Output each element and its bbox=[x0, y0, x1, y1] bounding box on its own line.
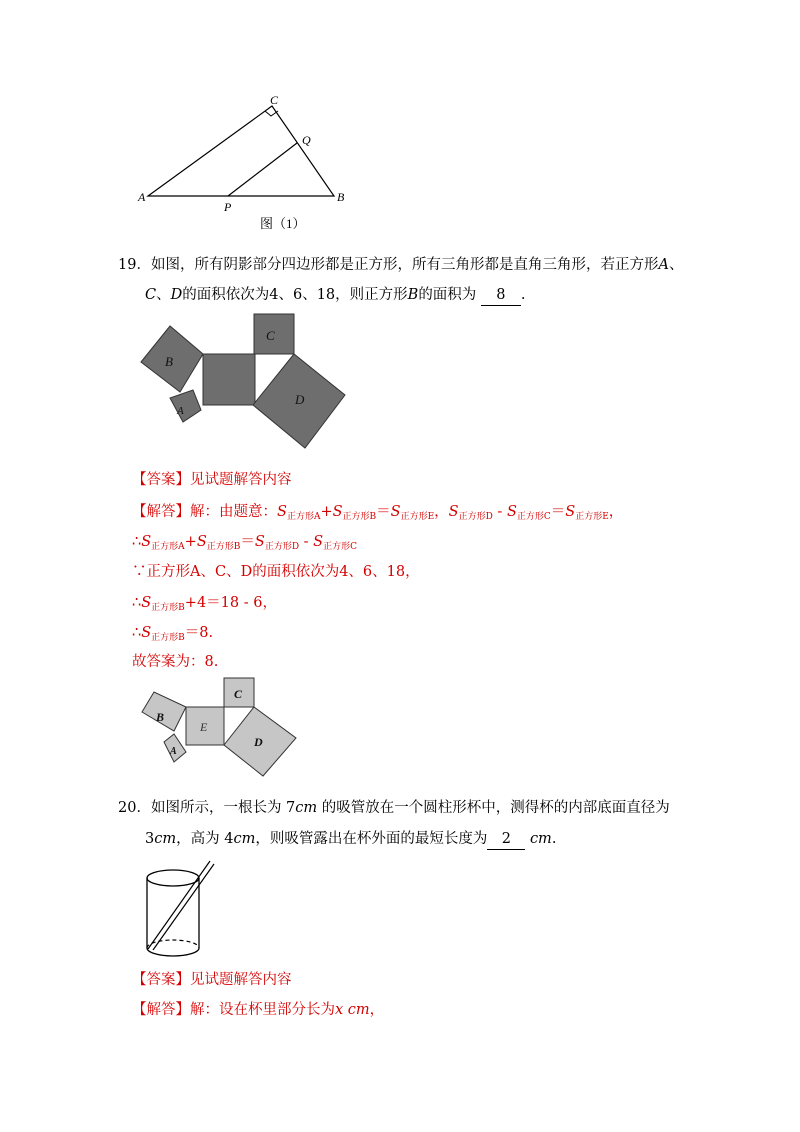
sol20-answer: 【答案】见试题解答内容 bbox=[132, 972, 292, 988]
sol19-line3: ∵正方形A、C、D的面积依次为4、6、18， bbox=[132, 564, 420, 580]
label-c: C bbox=[270, 93, 279, 107]
label-a: A bbox=[138, 190, 146, 204]
q20-line2: 3cm，高为 4cm，则吸管露出在杯外面的最短长度为 2 cm. bbox=[145, 829, 556, 850]
svg-text:D: D bbox=[254, 735, 263, 749]
svg-text:C: C bbox=[234, 687, 243, 701]
sol19-line4: $\therefore S_{正方形B}+4=18 - 6$， bbox=[132, 595, 277, 613]
svg-text:C: C bbox=[266, 328, 275, 343]
svg-text:B: B bbox=[165, 354, 173, 369]
q20-answer-blank: 2 bbox=[487, 829, 525, 850]
sol19-line5: $\therefore S_{正方形B}=8$. bbox=[132, 625, 214, 643]
label-p: P bbox=[224, 200, 232, 214]
q19-answer-blank: 8 bbox=[481, 285, 521, 306]
sol19-squares-figure bbox=[138, 676, 313, 786]
label-b: B bbox=[337, 190, 345, 204]
triangle-figure bbox=[130, 90, 360, 240]
svg-text:A: A bbox=[170, 746, 177, 757]
q19-squares-figure bbox=[135, 310, 355, 460]
sol19-line1: 【解答】解：由题意：$S_{正方形A}+S_{正方形B}=S_{正方形E}$，$S_{正方形D} - S_{正方形C}=S_{正方形E}$， bbox=[132, 504, 624, 522]
svg-text:D: D bbox=[295, 392, 305, 407]
q19-line1: 19．如图，所有阴影部分四边形都是正方形，所有三角形都是直角三角形，若正方形A、 bbox=[118, 257, 684, 273]
sol19-final: 故答案为：8. bbox=[132, 654, 219, 670]
sol20-line1: 【解答】解：设在杯里部分长为x cm， bbox=[132, 1002, 385, 1018]
svg-text:A: A bbox=[177, 405, 184, 417]
sol19-line2: $\therefore S_{正方形A}+S_{正方形B}=S_{正方形D} - S_{正方形C}$ bbox=[132, 534, 357, 552]
q19-line2: C、D的面积依次为4、6、18，则正方形B的面积为 8 . bbox=[145, 285, 526, 306]
q20-line1: 20．如图所示，一根长为 7cm 的吸管放在一个圆柱形杯中，测得杯的内部底面直径为 bbox=[118, 800, 670, 816]
label-q: Q bbox=[302, 133, 311, 147]
svg-text:B: B bbox=[156, 710, 165, 724]
svg-text:E: E bbox=[200, 720, 208, 734]
cup-straw-figure bbox=[138, 856, 218, 964]
figure-caption: 图（1） bbox=[260, 216, 306, 231]
sol19-answer: 【答案】见试题解答内容 bbox=[132, 472, 292, 488]
